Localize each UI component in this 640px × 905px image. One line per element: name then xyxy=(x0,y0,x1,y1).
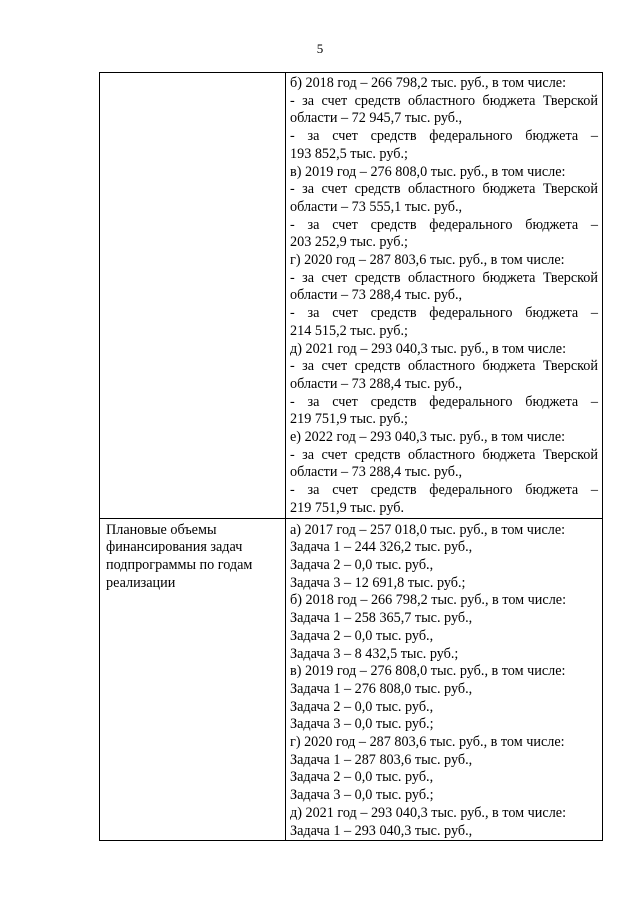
text-line: подпрограммы по годам xyxy=(106,556,253,573)
text-line: г) 2020 год – 287 803,6 тыс. руб., в том числе: xyxy=(290,734,565,751)
text-line: финансирования задач xyxy=(106,539,243,556)
text-line: Плановые объемы xyxy=(106,521,217,538)
text-line: Задача 1 – 293 040,3 тыс. руб., xyxy=(290,822,473,839)
text-line: Задача 1 – 276 808,0 тыс. руб., xyxy=(290,680,473,697)
text-line: б) 2018 год – 266 798,2 тыс. руб., в том числе: xyxy=(290,592,567,609)
text-line: 214 515,2 тыс. руб.; xyxy=(290,322,408,339)
text-line: - за счет средств областного бюджета Тверской xyxy=(290,92,598,109)
table-cell-label xyxy=(100,73,286,519)
text-line: Задача 3 – 12 691,8 тыс. руб.; xyxy=(290,574,466,591)
text-line: 219 751,9 тыс. руб. xyxy=(290,499,404,516)
page-number: 5 xyxy=(316,41,324,56)
table-row xyxy=(100,73,603,519)
text-line: - за счет средств областного бюджета Тверской xyxy=(290,269,598,286)
table-cell-label xyxy=(100,518,286,841)
text-line: б) 2018 год – 266 798,2 тыс. руб., в том числе: xyxy=(290,75,567,91)
text-line: 203 252,9 тыс. руб.; xyxy=(290,234,408,251)
table-cell-value xyxy=(286,73,603,519)
text-line: Задача 2 – 0,0 тыс. руб., xyxy=(290,769,434,786)
text-line: Задача 1 – 287 803,6 тыс. руб., xyxy=(290,751,473,768)
text-line: - за счет средств областного бюджета Тверской xyxy=(290,181,598,198)
text-line: е) 2022 год – 293 040,3 тыс. руб., в том числе: xyxy=(290,429,566,446)
text-line: - за счет средств федерального бюджета – xyxy=(290,305,598,322)
text-line: области – 73 555,1 тыс. руб., xyxy=(290,198,463,215)
text-line: д) 2021 год – 293 040,3 тыс. руб., в том числе: xyxy=(290,340,567,357)
text-line: Задача 2 – 0,0 тыс. руб., xyxy=(290,627,434,644)
document-table xyxy=(99,72,603,841)
text-line: - за счет средств областного бюджета Тверской xyxy=(290,446,598,463)
text-line: Задача 2 – 0,0 тыс. руб., xyxy=(290,698,434,715)
text-line: - за счет средств федерального бюджета – xyxy=(290,393,598,410)
text-line: г) 2020 год – 287 803,6 тыс. руб., в том числе: xyxy=(290,252,565,269)
text-line: области – 73 288,4 тыс. руб., xyxy=(290,287,463,304)
text-line: в) 2019 год – 276 808,0 тыс. руб., в том числе: xyxy=(290,663,566,680)
text-line: Задача 3 – 0,0 тыс. руб.; xyxy=(290,716,434,733)
text-line: д) 2021 год – 293 040,3 тыс. руб., в том числе: xyxy=(290,804,567,821)
text-line: Задача 3 – 8 432,5 тыс. руб.; xyxy=(290,645,459,662)
text-line: 193 852,5 тыс. руб.; xyxy=(290,145,408,162)
text-line: области – 72 945,7 тыс. руб., xyxy=(290,110,463,127)
text-line: - за счет средств федерального бюджета – xyxy=(290,216,598,233)
text-line: области – 73 288,4 тыс. руб., xyxy=(290,464,463,481)
table-row xyxy=(100,518,603,841)
text-line: - за счет средств федерального бюджета – xyxy=(290,482,598,499)
text-line: 219 751,9 тыс. руб.; xyxy=(290,411,408,428)
text-line: - за счет средств областного бюджета Тверской xyxy=(290,358,598,375)
text-line: а) 2017 год – 257 018,0 тыс. руб., в том числе: xyxy=(290,521,566,538)
text-line: Задача 2 – 0,0 тыс. руб., xyxy=(290,556,434,573)
text-line: - за счет средств федерального бюджета – xyxy=(290,128,598,145)
text-line: области – 73 288,4 тыс. руб., xyxy=(290,375,463,392)
table-cell-value xyxy=(286,518,603,841)
text-line: Задача 1 – 244 326,2 тыс. руб., xyxy=(290,539,473,556)
text-line: Задача 1 – 258 365,7 тыс. руб., xyxy=(290,610,473,627)
text-line: в) 2019 год – 276 808,0 тыс. руб., в том числе: xyxy=(290,163,566,180)
text-line: Задача 3 – 0,0 тыс. руб.; xyxy=(290,787,434,804)
text-line: реализации xyxy=(106,574,176,591)
